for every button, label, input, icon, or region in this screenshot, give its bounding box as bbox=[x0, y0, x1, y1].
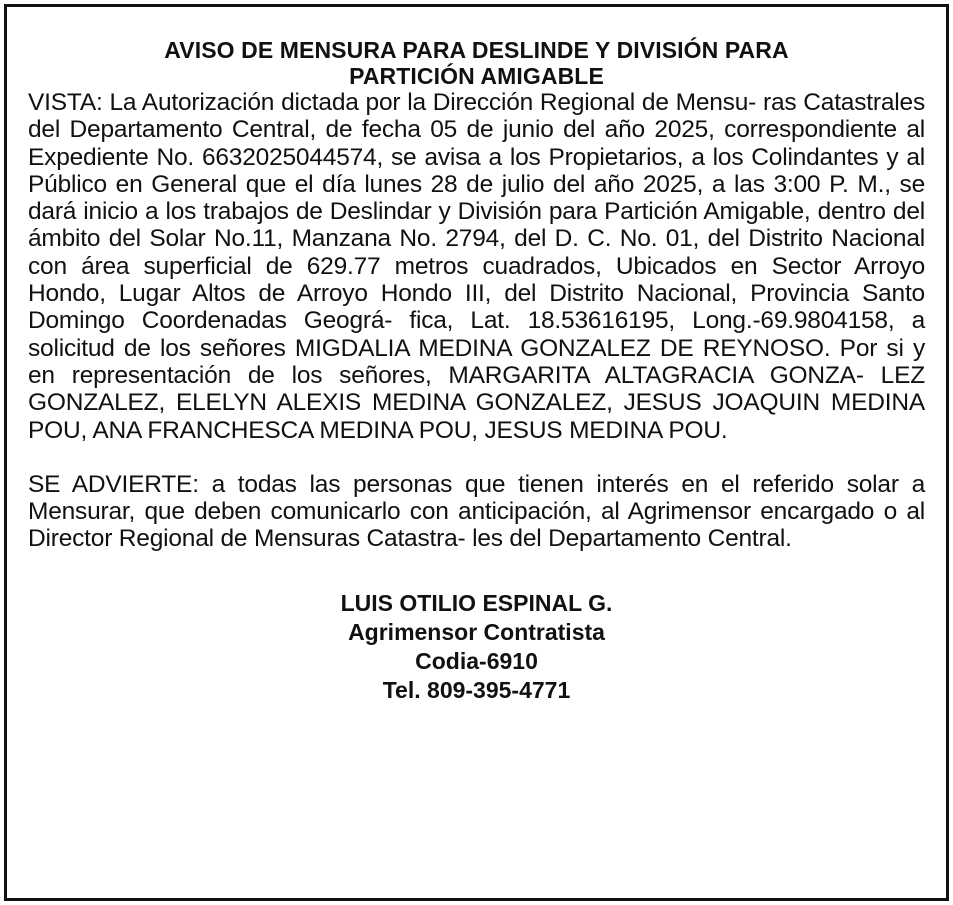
text-line: Ubicados en Sector Arroyo Hondo, Lugar Altos de Arroyo Hondo III, bbox=[28, 252, 925, 308]
text-line: MEDINA POU. bbox=[569, 416, 728, 444]
text-line: SE ADVIERTE: a todas las personas que tienen interés en el referido bbox=[28, 470, 834, 498]
paragraph-gap bbox=[28, 444, 925, 471]
signer-codia: Codia-6910 bbox=[415, 647, 538, 674]
text-line: MIGDALIA MEDINA GONZALEZ DE REYNOSO. Por si y en bbox=[28, 334, 925, 389]
text-line: les del Departamento Central. bbox=[472, 525, 792, 553]
title-line: PARTICIÓN AMIGABLE bbox=[349, 63, 604, 89]
notice-title bbox=[28, 37, 925, 89]
text-line: JOAQUIN MEDINA POU, ANA FRANCHESCA MEDINA POU, JESUS bbox=[28, 389, 925, 444]
notice-box bbox=[4, 4, 949, 901]
text-line: LEZ GONZALEZ, ELELYN ALEXIS MEDINA GONZALEZ, JESUS bbox=[28, 361, 925, 417]
signer-phone: Tel. 809-395-4771 bbox=[382, 676, 571, 703]
text-line: avisa a los Propietarios, a los Colindantes y al Público en General que bbox=[28, 143, 926, 198]
signer-name: LUIS OTILIO ESPINAL G. bbox=[340, 589, 613, 616]
text-line: ras Catastrales del Departamento Central, de fecha 05 de junio del bbox=[28, 89, 925, 144]
text-line: Agrimensor encargado o al Director Regional de Mensuras Catastra- bbox=[28, 498, 926, 553]
signature-block bbox=[28, 589, 925, 705]
signer-role: Agrimensor Contratista bbox=[348, 618, 605, 645]
text-line: representación de los señores, MARGARITA ALTAGRACIA GONZA- bbox=[71, 361, 864, 389]
text-line: año 2025, correspondiente al Expediente No. 6632025044574, se bbox=[28, 116, 925, 171]
text-line: solar a Mensurar, que deben comunicarlo con anticipación, al bbox=[28, 470, 926, 526]
text-line: el día lunes 28 de julio del año 2025, a las 3:00 P. M., se dará inicio a bbox=[28, 170, 926, 226]
paragraph-vista bbox=[28, 89, 925, 444]
text-line: Distrito Nacional con área superficial de 629.77 metros cuadrados, bbox=[28, 225, 926, 280]
text-line: del Distrito Nacional, Provincia Santo Domingo Coordenadas Geográ- bbox=[28, 280, 925, 335]
title-line: AVISO DE MENSURA PARA DESLINDE Y DIVISIÓN PARA bbox=[164, 37, 789, 63]
text-line: los trabajos de Deslindar y División para Partición Amigable, dentro bbox=[165, 198, 886, 226]
text-line: fica, Lat. 18.53616195, Long.-69.9804158, a solicitud de los señores bbox=[28, 307, 925, 362]
text-line: VISTA: La Autorización dictada por la Dirección Regional de Mensu- bbox=[28, 89, 757, 116]
paragraph-advierte bbox=[28, 471, 925, 553]
text-line: del ámbito del Solar No.11, Manzana No. 2794, del D. C. No. 01, del bbox=[28, 198, 926, 253]
